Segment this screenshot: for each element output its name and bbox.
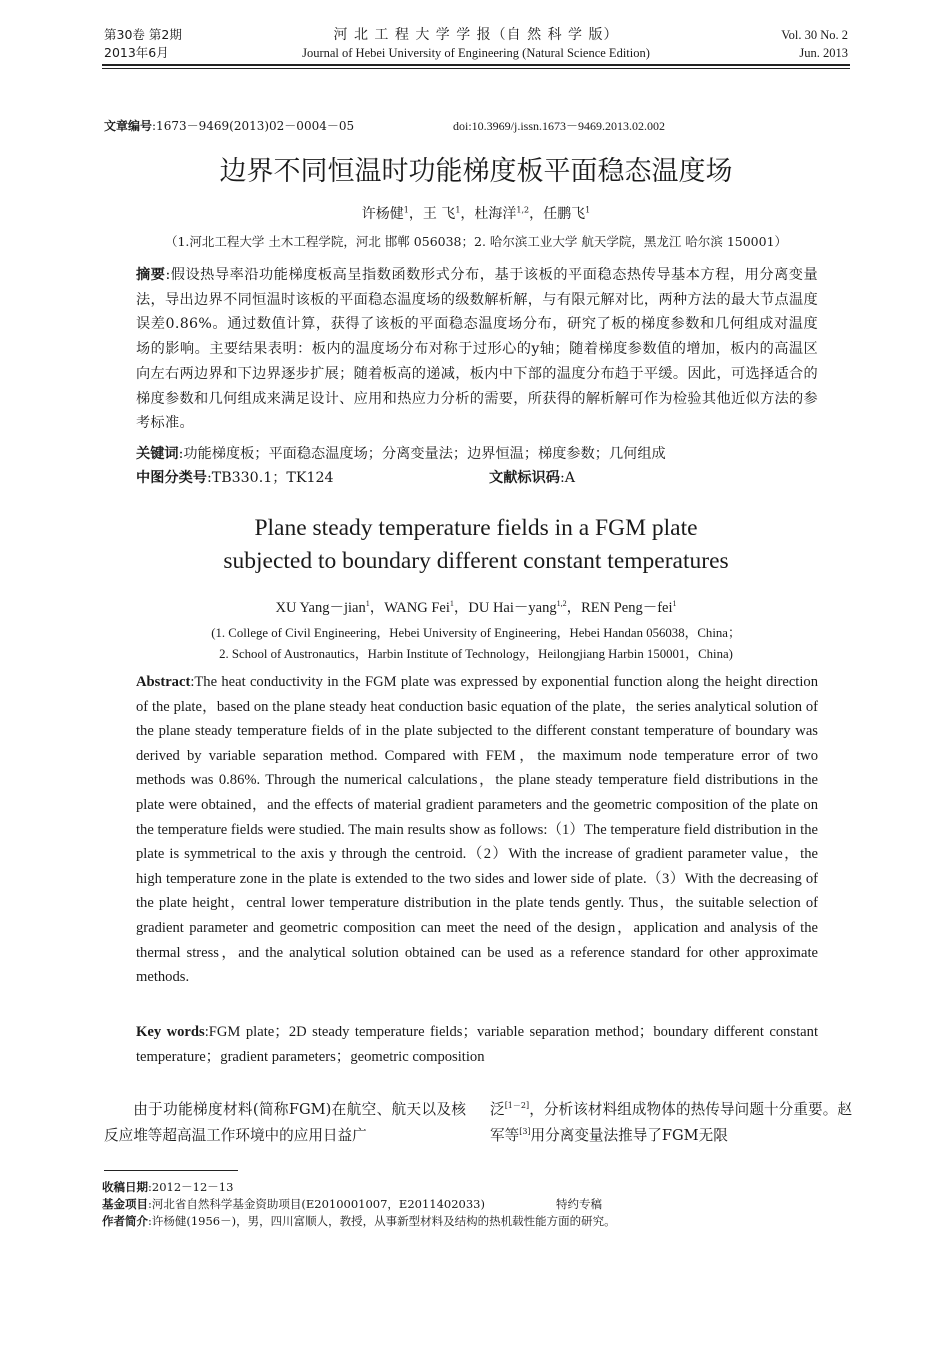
document-code-cn: 文献标识码:A — [489, 470, 575, 486]
header-rule-thin — [102, 68, 850, 69]
authors-en: XU Yang－jian$^1$，WANG Fei$^1$，DU Hai－yang$^{1,2}$，REN Peng－fei$^1$ — [275, 599, 677, 616]
footnote-special: 特约专稿 — [556, 1197, 602, 1211]
header-volume-en: Vol. 30 No. 2 — [781, 28, 848, 42]
affiliation-en-line2: 2. School of Austronautics，Harbin Institute of Technology，Heilongjiang Harbin 150001，China) — [219, 647, 733, 661]
citation-1-2[interactable]: [1－2] — [504, 1101, 530, 1111]
title-cn: 边界不同恒温时功能梯度板平面稳态温度场 — [219, 156, 733, 187]
header-volume-cn: 第30卷 第2期 — [104, 27, 182, 42]
authors-cn: 许杨健$^1$，王 飞$^1$，杜海洋$^{1,2}$，任鹏飞$^1$ — [361, 205, 591, 222]
abstract-cn — [136, 263, 818, 436]
title-en-line1: Plane steady temperature fields in a FGM plate — [254, 515, 698, 541]
title-en-line2: subjected to boundary different constant temperatures — [223, 548, 729, 574]
citation-3[interactable]: [3] — [519, 1126, 531, 1136]
header-date-en: Jun. 2013 — [799, 46, 848, 60]
header-date-cn: 2013年6月 — [104, 45, 169, 60]
abstract-en-text: :The heat conductivity in the FGM plate was expressed by exponential function along the height direction of the plate，based on the plane steady heat conduction basic equation of the plate，the series analytical solution of the plane steady temperature fields of in the plate subjected to the different constant temperature of boundary was derived by variable separation method. Compared with FEM，the maximum node temperature error of two methods was 0.86%. Through the numerical calculations，the plane steady temperature field distributions in the plate were obtained，and the effects of material gradient parameters and the geometric composition of the plate on the temperature fields were studied. The main results show as follows:（1）The temperature field distribution in the plate is symmetrical to the axis y through the centroid.（2）With the increase of gradient parameter value，the high temperature zone in the plate is extended to the two sides and lower side of plate.（3）With the decreasing of the plate height，central lower temperature distribution in the plate tends gently. Thus，the suitable selection of gradient parameter and geometric composition can meet the need of the design，application and analysis of the thermal stress，and the analytical solution obtained can be used as a reference standard for other approximate methods. — [136, 674, 818, 986]
abstract-cn-text: :假设热导率沿功能梯度板高呈指数函数形式分布，基于该板的平面稳态热传导基本方程，用分离变量法，导出边界不同恒温时该板的平面稳态温度场的级数解析解，与有限元解对比，两种方法的最大节点温度误差0.86%。通过数值计算，获得了该板的平面稳态温度场分布，研究了板的梯度参数和几何组成对温度场的影响。主要结果表明：板内的温度场分布对称于过形心的y轴；随着梯度参数值的增加，板内的高温区向左右两边界和下边界逐步扩展；随着板高的递减，板内中下部的温度分布趋于平缓。因此，可选择适合的梯度参数和几何组成来满足设计、应用和热应力分析的需要，所获得的解析解可作为检验其他近似方法的参考标准。 — [136, 267, 818, 432]
abstract-en-label: Abstract — [136, 674, 191, 690]
footnote-author: 作者简介:许杨健(1956－)，男，四川富顺人，教授，从事新型材料及结构的热机载性能方面的研究。 — [102, 1214, 616, 1228]
footnote-rule — [104, 1170, 238, 1171]
doi: doi:10.3969/j.issn.1673－9469.2013.02.002 — [453, 119, 666, 133]
header-rule-thick — [102, 64, 850, 66]
affiliation-cn: （1.河北工程大学 土木工程学院，河北 邯郸 056038；2. 哈尔滨工业大学 航天学院，黑龙江 哈尔滨 150001） — [164, 234, 788, 249]
header-journal-en: Journal of Hebei University of Engineering (Natural Science Edition) — [302, 46, 650, 60]
keywords-en: Key words:FGM plate；2D steady temperature fields；variable separation method；boundary different constant temperature；gradient parameters；geometric composition — [136, 1024, 818, 1065]
keywords-cn: 关键词:功能梯度板；平面稳态温度场；分离变量法；边界恒温；梯度参数；几何组成 — [136, 446, 666, 462]
article-number: 文章编号:1673－9469(2013)02－0004－05 — [104, 119, 355, 133]
classification-cn: 中图分类号:TB330.1；TK124 — [136, 470, 334, 486]
body-column-left: 由于功能梯度材料(简称FGM)在航空、航天以及核反应堆等超高温工作环境中的应用日益广 — [104, 1101, 466, 1144]
abstract-en — [136, 670, 818, 990]
header-journal-cn: 河 北 工 程 大 学 学 报（自 然 科 学 版） — [333, 27, 619, 43]
footnote-fund: 基金项目:河北省自然科学基金资助项目(E2010001007，E2011402033) — [102, 1197, 485, 1211]
body-column-right: 泛[1－2]，分析该材料组成物体的热传导问题十分重要。赵军等[3]用分离变量法推导了FGM无限 — [490, 1101, 852, 1144]
abstract-cn-label: 摘要 — [136, 267, 166, 283]
footnote-received: 收稿日期:2012－12－13 — [102, 1180, 234, 1194]
affiliation-en-line1: (1. College of Civil Engineering，Hebei University of Engineering，Hebei Handan 056038，China； — [211, 626, 741, 640]
